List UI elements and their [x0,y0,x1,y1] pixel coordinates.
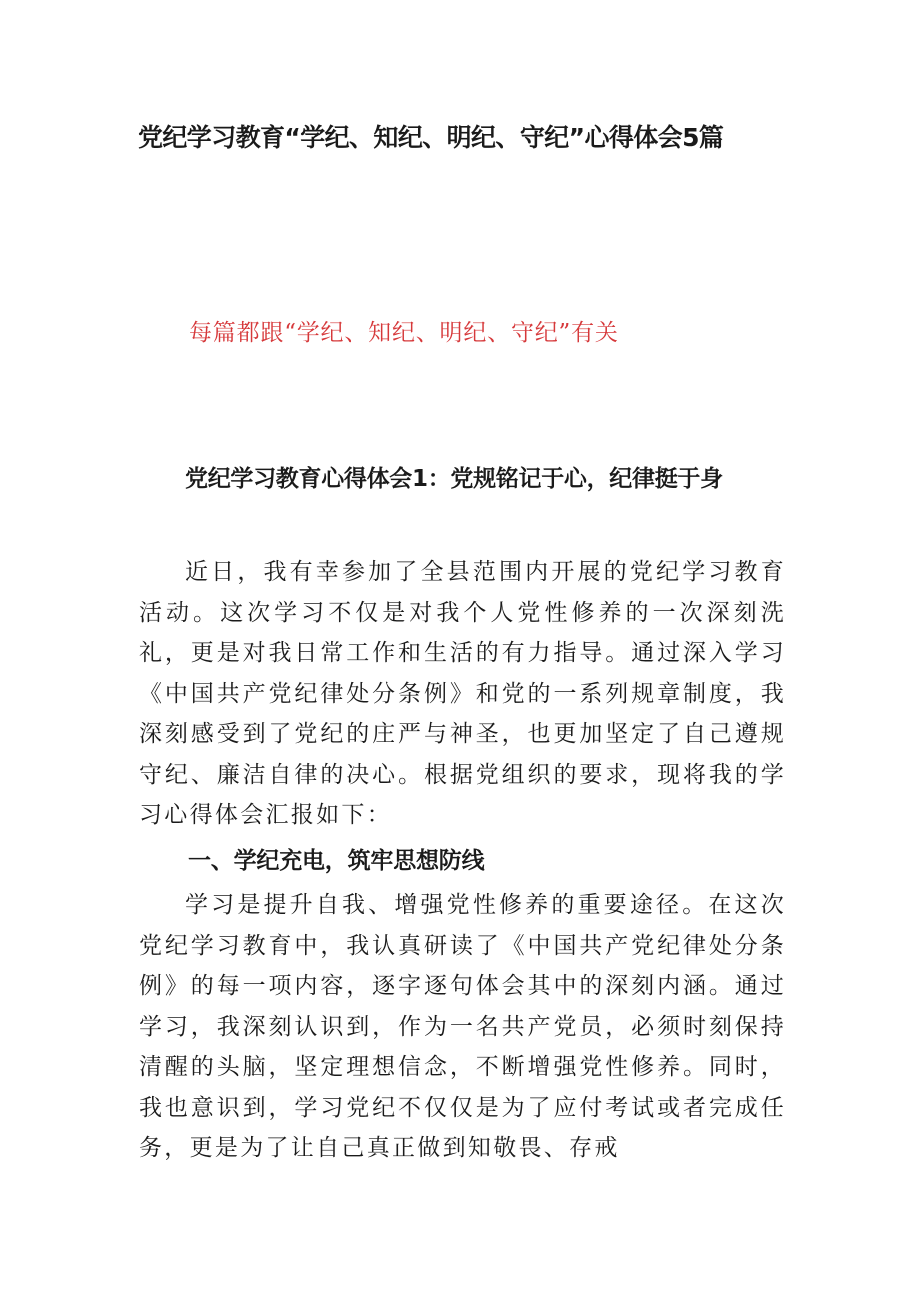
red-note: 每篇都跟“学纪、知纪、明纪、守纪”有关 [189,320,619,346]
section-title: 党纪学习教育心得体会1：党规铭记于心，纪律挺于身 [185,466,723,492]
document-title: 党纪学习教育“学纪、知纪、明纪、守纪”心得体会5篇 [138,123,724,152]
body-paragraph: 近日，我有幸参加了全县范围内开展的党纪学习教育活动。这次学习不仅是对我个人党性修养的一次深刻洗礼，更是对我日常工作和生活的有力指导。通过深入学习《中国共产党纪律处分条例》和党的一系列规章制度，我深刻感受到了党纪的庄严与神圣，也更加坚定了自己遵规守纪、廉洁自律的决心。根据党组织的要求，现将我的学习心得体会汇报如下： [139,559,786,828]
body-paragraph: 学习是提升自我、增强党性修养的重要途径。在这次党纪学习教育中，我认真研读了《中国共产党纪律处分条例》的每一项内容，逐字逐句体会其中的深刻内涵。通过学习，我深刻认识到，作为一名共产党员，必须时刻保持清醒的头脑，坚定理想信念，不断增强党性修养。同时，我也意识到，学习党纪不仅仅是为了应付考试或者完成任务，更是为了让自己真正做到知敬畏、存戒 [139,892,786,1161]
subheading: 一、学纪充电，筑牢思想防线 [188,848,485,874]
